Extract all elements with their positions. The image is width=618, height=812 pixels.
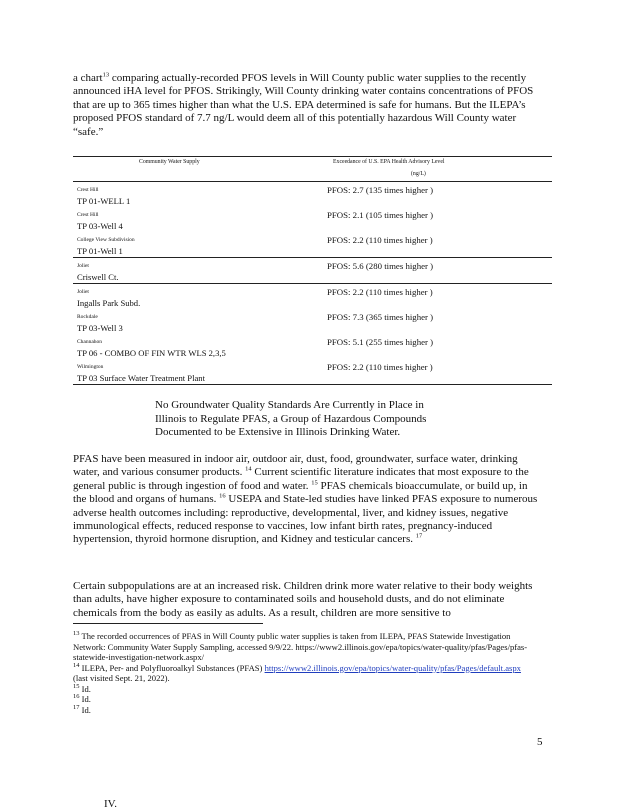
row-exceedance: PFOS: 2.2 (110 times higher )	[327, 235, 433, 245]
row-exceedance: PFOS: 2.2 (110 times higher )	[327, 287, 433, 297]
row-site: Ingalls Park Subd.	[77, 298, 141, 308]
row-location: College View Subdivision	[77, 237, 135, 243]
pfos-exceedance-table	[73, 156, 552, 385]
row-site: TP 03 Surface Water Treatment Plant	[77, 373, 205, 383]
intro-paragraph	[73, 72, 538, 139]
row-location: Crest Hill	[77, 212, 99, 218]
footnote-text: ILEPA, Per- and Polyfluoroalkyl Substances (PFAS)	[79, 662, 265, 673]
intro-text-start: a chart	[73, 72, 103, 84]
row-exceedance: PFOS: 5.6 (280 times higher )	[327, 261, 434, 271]
footnote-text: Id.	[79, 704, 91, 715]
row-exceedance: PFOS: 5.1 (255 times higher )	[327, 337, 434, 347]
para1-text-d: USEPA and State-led studies have linked PFAS exposure to numerous adverse health outcomes including: reproductive, developmental, liver, and kidney issues, negative immunological effects, reduced response to vaccines, low infant birth rates, pregnancy-induced hypertension, thyroid hormone disruption, and Kidney and testicular cancers.	[73, 493, 538, 546]
footnote-ref-14[interactable]: 14	[245, 465, 252, 473]
intro-text-rest: comparing actually-recorded PFOS levels in Will County public water supplies to the recently announced iHA level for PFOS. Strikingly, Will County drinking water contains concentrations of PFOS that are up to 365 times higher than what the U.S. EPA determined is safe for humans. But the ILEPA’s proposed PFOS standard of 7.7 ng/L would deem all of this potentially hazardous Will County water “safe.”	[73, 72, 534, 138]
table-row	[73, 182, 552, 207]
para1-text-b: Current scientific literature indicates that most exposure to the general public is through ingestion of food and water.	[73, 466, 529, 492]
table-row	[73, 359, 552, 385]
footnote-17	[73, 705, 533, 716]
header-exceedance: Exceedance of U.S. EPA Health Advisory Level	[333, 159, 445, 165]
row-location: Rockdale	[77, 314, 98, 320]
row-site: TP 06 - COMBO OF FIN WTR WLS 2,3,5	[77, 348, 226, 358]
footnote-ref-17[interactable]: 17	[415, 532, 423, 540]
table-row	[73, 232, 552, 257]
row-location: Crest Hill	[77, 187, 99, 193]
header-unit: (ng/L)	[411, 171, 426, 177]
row-location: Channahon	[77, 339, 103, 345]
row-site: Criswell Ct.	[77, 272, 119, 282]
section-number: IV.	[104, 798, 117, 810]
body-paragraph-pfas	[73, 453, 543, 547]
footnote-text: The recorded occurrences of PFAS in Will County public water supplies is taken from ILEPA, PFAS Statewide Investigation Network: Community Water Supply Sampling, accessed 9/9/22. https://www2.illinois.gov/epa/topics/water-quality/pfas/Pages/pfas-statewide-investigation-network.aspx/	[73, 631, 528, 662]
footnote-divider	[73, 623, 263, 624]
footnote-ref-15[interactable]: 15	[311, 479, 318, 487]
page-number: 5	[537, 736, 543, 748]
body-paragraph-subpopulations: Certain subpopulations are at an increased risk. Children drink more water relative to their body weights than adults, have higher exposure to contaminated soils and household dusts, and do not eliminate chemicals from the body as easily as adults. As a result, children are more sensitive to	[73, 580, 533, 619]
para1-text-c: PFAS chemicals bioaccumulate, or build up, in the blood and organs of humans.	[73, 479, 528, 506]
header-community-water-supply: Community Water Supply	[139, 159, 200, 165]
row-location: Joliet	[77, 263, 89, 269]
table-row	[73, 207, 552, 232]
table-header	[73, 157, 552, 182]
footnote-ref-16[interactable]: 16	[219, 492, 226, 500]
footnote-text: Id.	[79, 683, 91, 694]
row-location: Wilmington	[77, 364, 104, 370]
footnote-number: 16	[73, 693, 80, 701]
para1-text-a: PFAS have been measured in indoor air, outdoor air, dust, food, groundwater, surface water, drinking water, and various consumer products.	[73, 453, 518, 479]
row-exceedance: PFOS: 2.2 (110 times higher )	[327, 362, 433, 372]
footnote-number: 14	[73, 661, 80, 669]
row-site: TP 03-Well 4	[77, 221, 123, 231]
footnote-number: 17	[73, 703, 80, 711]
footnote-14-link[interactable]: https://www2.illinois.gov/epa/topics/water-quality/pfas/Pages/default.aspx	[264, 662, 521, 673]
footnote-13	[73, 631, 533, 663]
row-site: TP 01-Well 1	[77, 246, 123, 256]
footnote-text-tail: (last visited Sept. 21, 2022).	[73, 673, 170, 683]
row-location: Joliet	[77, 289, 89, 295]
section-title: No Groundwater Quality Standards Are Currently in Place in Illinois to Regulate PFAS, a Group of Hazardous Compounds Documented to be Extensive in Illinois Drinking Water.	[155, 399, 427, 438]
row-site: TP 03-Well 3	[77, 323, 123, 333]
footnote-text: Id.	[79, 694, 91, 704]
table-row	[73, 257, 552, 283]
table-row	[73, 334, 552, 359]
footnote-16	[73, 694, 533, 705]
footnotes	[73, 631, 533, 715]
footnote-ref-13[interactable]: 13	[102, 71, 110, 79]
table-row	[73, 283, 552, 309]
row-exceedance: PFOS: 2.7 (135 times higher )	[327, 185, 434, 195]
row-site: TP 01-WELL 1	[77, 196, 131, 206]
table-row	[73, 309, 552, 334]
row-exceedance: PFOS: 2.1 (105 times higher )	[327, 210, 434, 220]
footnote-15	[73, 684, 533, 695]
footnote-14	[73, 663, 533, 684]
row-exceedance: PFOS: 7.3 (365 times higher )	[327, 312, 434, 322]
footnote-number: 15	[73, 682, 80, 690]
footnote-number: 13	[73, 630, 80, 638]
